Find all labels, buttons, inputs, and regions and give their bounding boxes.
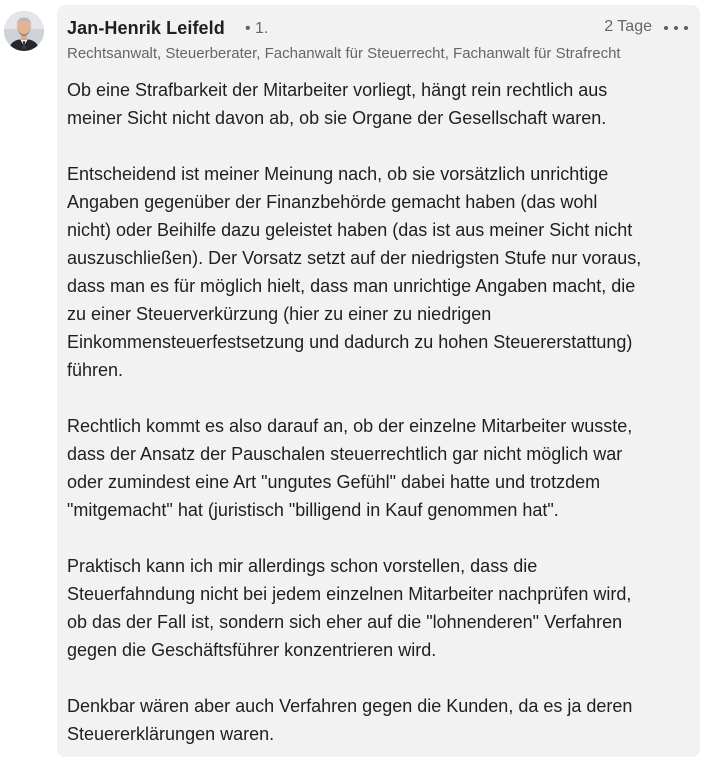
- more-icon-dot: [684, 26, 688, 30]
- comment-text: [67, 76, 691, 748]
- comment-bubble: [57, 5, 700, 757]
- more-icon-dot: [674, 26, 678, 30]
- comment-paragraph: Rechtlich kommt es also darauf an, ob der einzelne Mitarbeiter wusste, dass der Ansatz der Pauschalen steuerrechtlich gar nicht möglich war oder zumindest eine Art "ungutes Gefühl" dabei hatte und trotzdem "mitgemacht" hat (juristisch "billigend in Kauf genommen hat".: [67, 416, 633, 520]
- connection-degree: • 1.: [245, 20, 269, 37]
- comment-paragraph: Praktisch kann ich mir allerdings schon vorstellen, dass die Steuerfahndung nicht bei jedem einzelnen Mitarbeiter nachprüfen wird, ob das der Fall ist, sondern sich eher auf die "lohnenderen" Verfahren gegen die Geschäftsführer konzentrieren wird.: [67, 556, 632, 660]
- more-horizontal-icon: [664, 26, 668, 30]
- comment-paragraph: Denkbar wären aber auch Verfahren gegen die Kunden, da es ja deren Steuererklärungen waren.: [67, 696, 633, 744]
- comment-paragraph: Ob eine Strafbarkeit der Mitarbeiter vorliegt, hängt rein rechtlich aus meiner Sicht nicht davon ab, ob sie Organe der Gesellschaft waren.: [67, 80, 608, 128]
- comment-paragraph: Entscheidend ist meiner Meinung nach, ob sie vorsätzlich unrichtige Angaben gegenüber der Finanzbehörde gemacht haben (das wohl nicht) oder Beihilfe dazu geleistet haben (das ist aus meiner Sicht nicht auszuschließen). Der Vorsatz setzt auf der niedrigsten Stufe nur voraus, dass man es für möglich hielt, dass man unrichtige Angaben macht, die zu einer Steuerverkürzung (hier zu einer zu niedrigen Einkommensteuerfestsetzung und dadurch zu hohen Steuererstattung) führen.: [67, 164, 642, 380]
- comment-header: [67, 18, 688, 40]
- avatar[interactable]: [4, 11, 44, 51]
- author-headline: Rechtsanwalt, Steuerberater, Fachanwalt für Steuerrecht, Fachanwalt für Strafrecht: [67, 45, 621, 62]
- profile-photo: [4, 11, 44, 51]
- more-options-button[interactable]: [664, 19, 688, 37]
- author-name[interactable]: Jan-Henrik Leifeld: [67, 18, 225, 38]
- timestamp: 2 Tage: [604, 18, 652, 35]
